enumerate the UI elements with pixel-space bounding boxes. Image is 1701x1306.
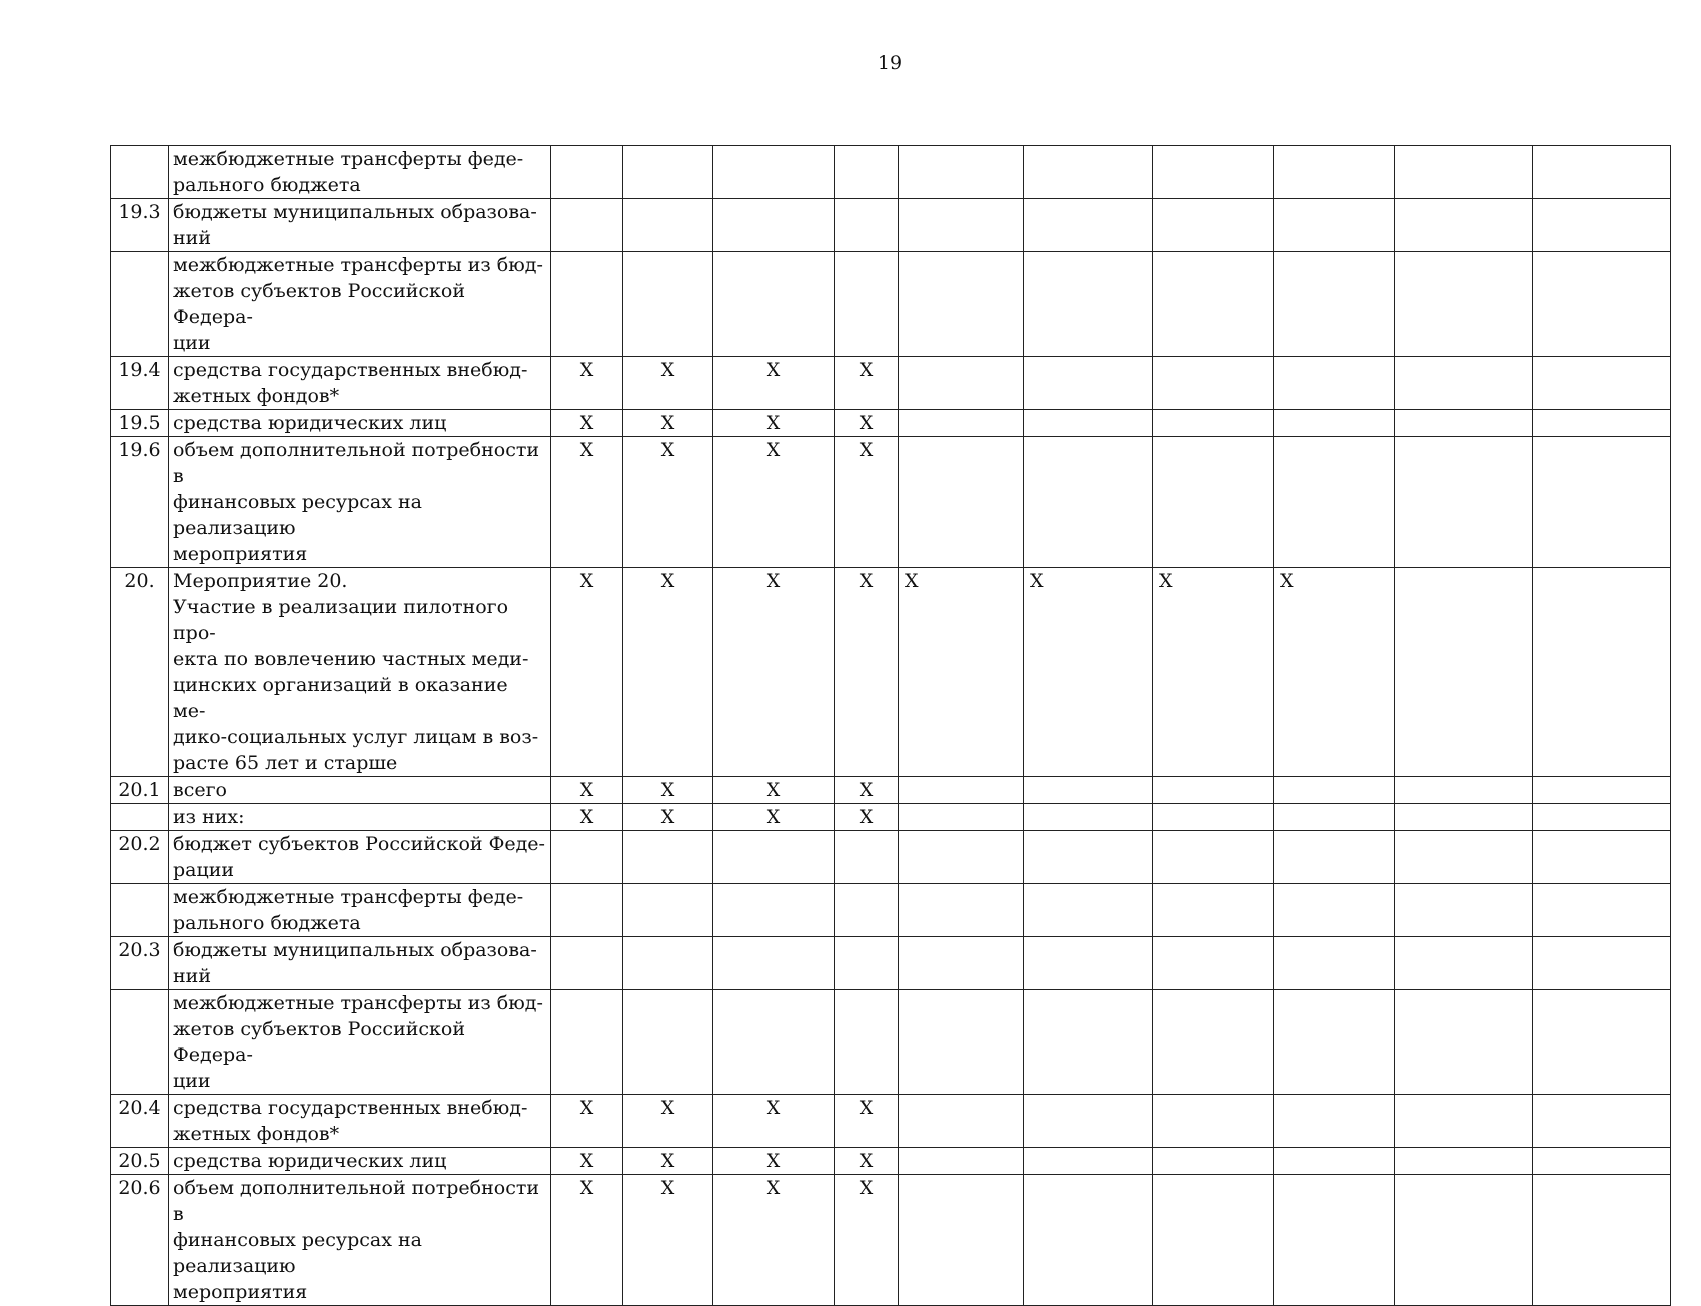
mark-cell: X xyxy=(713,1095,835,1148)
table-row xyxy=(111,831,1671,884)
mark-cell xyxy=(1274,437,1395,568)
table-row xyxy=(111,437,1671,568)
mark-cell xyxy=(1533,1175,1671,1306)
row-description: объем дополнительной потребности в финансовых ресурсах на реализацию мероприятия xyxy=(169,1175,551,1306)
mark-cell xyxy=(551,252,623,357)
mark-cell xyxy=(1024,831,1153,884)
mark-cell xyxy=(1533,437,1671,568)
mark-cell xyxy=(899,1175,1024,1306)
mark-cell xyxy=(899,357,1024,410)
mark-cell xyxy=(551,831,623,884)
mark-cell xyxy=(1024,990,1153,1095)
mark-cell xyxy=(1533,804,1671,831)
mark-cell xyxy=(1153,804,1274,831)
table-row xyxy=(111,884,1671,937)
mark-cell xyxy=(1024,437,1153,568)
row-number xyxy=(111,884,169,937)
mark-cell xyxy=(1533,252,1671,357)
row-description: из них: xyxy=(169,804,551,831)
table-row xyxy=(111,1095,1671,1148)
mark-cell xyxy=(1395,1095,1533,1148)
mark-cell xyxy=(1153,937,1274,990)
mark-cell xyxy=(835,252,899,357)
mark-cell xyxy=(1153,1148,1274,1175)
mark-cell xyxy=(1395,410,1533,437)
mark-cell: X xyxy=(551,1175,623,1306)
table-row xyxy=(111,777,1671,804)
row-number xyxy=(111,252,169,357)
mark-cell xyxy=(1533,831,1671,884)
mark-cell: X xyxy=(835,804,899,831)
table-row xyxy=(111,937,1671,990)
mark-cell: X xyxy=(551,804,623,831)
mark-cell xyxy=(1395,199,1533,252)
mark-cell xyxy=(1274,199,1395,252)
mark-cell xyxy=(551,937,623,990)
mark-cell xyxy=(1395,437,1533,568)
table-body xyxy=(111,146,1671,1306)
mark-cell xyxy=(713,990,835,1095)
table-row xyxy=(111,990,1671,1095)
mark-cell xyxy=(713,146,835,199)
mark-cell: X xyxy=(713,777,835,804)
mark-cell: X xyxy=(713,357,835,410)
mark-cell xyxy=(1533,357,1671,410)
mark-cell xyxy=(713,937,835,990)
mark-cell xyxy=(1395,568,1533,777)
mark-cell xyxy=(623,252,713,357)
table-row xyxy=(111,357,1671,410)
mark-cell: X xyxy=(623,1148,713,1175)
mark-cell xyxy=(1274,1095,1395,1148)
mark-cell: X xyxy=(835,1095,899,1148)
table-row xyxy=(111,568,1671,777)
mark-cell xyxy=(1274,1175,1395,1306)
mark-cell xyxy=(1274,831,1395,884)
mark-cell xyxy=(1024,804,1153,831)
mark-cell xyxy=(835,884,899,937)
mark-cell: X xyxy=(623,777,713,804)
mark-cell xyxy=(623,990,713,1095)
row-description: средства юридических лиц xyxy=(169,1148,551,1175)
mark-cell: X xyxy=(713,437,835,568)
mark-cell xyxy=(1153,990,1274,1095)
mark-cell: X xyxy=(623,568,713,777)
mark-cell: X xyxy=(623,1095,713,1148)
mark-cell xyxy=(1395,804,1533,831)
mark-cell xyxy=(899,777,1024,804)
mark-cell: X xyxy=(835,1175,899,1306)
mark-cell xyxy=(899,199,1024,252)
row-description: бюджет субъектов Российской Феде- рации xyxy=(169,831,551,884)
mark-cell xyxy=(1024,252,1153,357)
mark-cell xyxy=(1533,568,1671,777)
mark-cell xyxy=(1024,410,1153,437)
table-row xyxy=(111,146,1671,199)
mark-cell xyxy=(713,831,835,884)
mark-cell xyxy=(1533,777,1671,804)
mark-cell xyxy=(835,937,899,990)
row-description: объем дополнительной потребности в финансовых ресурсах на реализацию мероприятия xyxy=(169,437,551,568)
mark-cell: X xyxy=(551,357,623,410)
mark-cell xyxy=(1274,990,1395,1095)
mark-cell: X xyxy=(1274,568,1395,777)
mark-cell xyxy=(1533,1095,1671,1148)
mark-cell: X xyxy=(551,568,623,777)
mark-cell xyxy=(899,1095,1024,1148)
mark-cell: X xyxy=(623,357,713,410)
mark-cell: X xyxy=(623,437,713,568)
mark-cell: X xyxy=(713,1148,835,1175)
row-number: 20.2 xyxy=(111,831,169,884)
mark-cell xyxy=(1395,831,1533,884)
mark-cell: X xyxy=(623,1175,713,1306)
mark-cell xyxy=(1024,1095,1153,1148)
mark-cell xyxy=(1395,1148,1533,1175)
mark-cell: X xyxy=(551,410,623,437)
mark-cell xyxy=(1395,1175,1533,1306)
table-row xyxy=(111,1148,1671,1175)
mark-cell xyxy=(1274,1148,1395,1175)
table-row xyxy=(111,410,1671,437)
mark-cell xyxy=(1153,252,1274,357)
mark-cell: X xyxy=(623,410,713,437)
mark-cell xyxy=(899,831,1024,884)
mark-cell xyxy=(1395,990,1533,1095)
mark-cell: X xyxy=(835,777,899,804)
mark-cell xyxy=(1153,437,1274,568)
row-description: бюджеты муниципальных образова- ний xyxy=(169,199,551,252)
mark-cell xyxy=(1153,1095,1274,1148)
mark-cell: X xyxy=(1024,568,1153,777)
row-description: всего xyxy=(169,777,551,804)
mark-cell xyxy=(623,884,713,937)
row-description: межбюджетные трансферты из бюд- жетов субъектов Российской Федера- ции xyxy=(169,990,551,1095)
mark-cell xyxy=(899,252,1024,357)
mark-cell xyxy=(1533,1148,1671,1175)
row-description: средства юридических лиц xyxy=(169,410,551,437)
mark-cell xyxy=(899,146,1024,199)
mark-cell xyxy=(1024,937,1153,990)
mark-cell: X xyxy=(835,568,899,777)
mark-cell xyxy=(1024,777,1153,804)
mark-cell: X xyxy=(835,357,899,410)
mark-cell xyxy=(551,990,623,1095)
mark-cell xyxy=(835,990,899,1095)
row-number: 19.6 xyxy=(111,437,169,568)
mark-cell xyxy=(1024,1148,1153,1175)
mark-cell: X xyxy=(551,437,623,568)
mark-cell xyxy=(899,937,1024,990)
mark-cell xyxy=(1153,146,1274,199)
row-description: межбюджетные трансферты из бюд- жетов субъектов Российской Федера- ции xyxy=(169,252,551,357)
mark-cell: X xyxy=(835,437,899,568)
row-description: межбюджетные трансферты феде- рального бюджета xyxy=(169,884,551,937)
mark-cell xyxy=(551,146,623,199)
row-number: 19.3 xyxy=(111,199,169,252)
row-number xyxy=(111,146,169,199)
mark-cell xyxy=(1395,252,1533,357)
row-number: 20. xyxy=(111,568,169,777)
mark-cell xyxy=(1024,357,1153,410)
mark-cell xyxy=(835,831,899,884)
row-number: 20.1 xyxy=(111,777,169,804)
mark-cell xyxy=(899,990,1024,1095)
mark-cell xyxy=(1274,884,1395,937)
page-number: 19 xyxy=(877,52,903,74)
row-number: 20.6 xyxy=(111,1175,169,1306)
mark-cell: X xyxy=(551,777,623,804)
mark-cell: X xyxy=(713,804,835,831)
row-number xyxy=(111,990,169,1095)
mark-cell xyxy=(835,146,899,199)
mark-cell xyxy=(1153,777,1274,804)
mark-cell xyxy=(1395,777,1533,804)
row-number: 20.4 xyxy=(111,1095,169,1148)
row-description: межбюджетные трансферты феде- рального бюджета xyxy=(169,146,551,199)
mark-cell xyxy=(623,831,713,884)
mark-cell xyxy=(1153,831,1274,884)
mark-cell xyxy=(1274,357,1395,410)
mark-cell xyxy=(1533,146,1671,199)
mark-cell xyxy=(1533,937,1671,990)
mark-cell xyxy=(1024,199,1153,252)
mark-cell xyxy=(899,804,1024,831)
mark-cell xyxy=(551,199,623,252)
row-description: бюджеты муниципальных образова- ний xyxy=(169,937,551,990)
row-description: средства государственных внебюд- жетных фондов* xyxy=(169,357,551,410)
mark-cell xyxy=(1274,252,1395,357)
budget-table xyxy=(110,145,1671,1306)
mark-cell xyxy=(1533,990,1671,1095)
mark-cell xyxy=(899,884,1024,937)
row-number xyxy=(111,804,169,831)
mark-cell: X xyxy=(713,410,835,437)
mark-cell xyxy=(713,252,835,357)
mark-cell: X xyxy=(835,1148,899,1175)
mark-cell: X xyxy=(713,1175,835,1306)
row-description: средства государственных внебюд- жетных фондов* xyxy=(169,1095,551,1148)
mark-cell xyxy=(713,884,835,937)
row-number: 20.5 xyxy=(111,1148,169,1175)
row-number: 20.3 xyxy=(111,937,169,990)
mark-cell xyxy=(1533,199,1671,252)
mark-cell: X xyxy=(551,1148,623,1175)
mark-cell: X xyxy=(899,568,1024,777)
table-row xyxy=(111,199,1671,252)
mark-cell: X xyxy=(835,410,899,437)
mark-cell xyxy=(1395,357,1533,410)
mark-cell xyxy=(1395,884,1533,937)
mark-cell xyxy=(1274,937,1395,990)
mark-cell: X xyxy=(713,568,835,777)
row-number: 19.5 xyxy=(111,410,169,437)
mark-cell: X xyxy=(551,1095,623,1148)
mark-cell xyxy=(1153,410,1274,437)
mark-cell xyxy=(1024,146,1153,199)
mark-cell xyxy=(623,199,713,252)
mark-cell xyxy=(623,146,713,199)
table-row xyxy=(111,252,1671,357)
mark-cell xyxy=(1395,937,1533,990)
mark-cell xyxy=(1274,146,1395,199)
mark-cell xyxy=(1274,410,1395,437)
mark-cell: X xyxy=(623,804,713,831)
mark-cell xyxy=(1533,410,1671,437)
mark-cell xyxy=(1153,199,1274,252)
mark-cell: X xyxy=(1153,568,1274,777)
mark-cell xyxy=(899,437,1024,568)
mark-cell xyxy=(713,199,835,252)
table-row xyxy=(111,804,1671,831)
mark-cell xyxy=(1274,777,1395,804)
row-number: 19.4 xyxy=(111,357,169,410)
mark-cell xyxy=(551,884,623,937)
mark-cell xyxy=(1024,1175,1153,1306)
mark-cell xyxy=(1533,884,1671,937)
mark-cell xyxy=(1395,146,1533,199)
mark-cell xyxy=(835,199,899,252)
mark-cell xyxy=(1153,357,1274,410)
mark-cell xyxy=(1274,804,1395,831)
row-description: Мероприятие 20. Участие в реализации пилотного про- екта по вовлечению частных меди- цинских организаций в оказание ме- дико-социальных услуг лицам в воз- расте 65 лет и старше xyxy=(169,568,551,777)
mark-cell xyxy=(899,1148,1024,1175)
mark-cell xyxy=(1024,884,1153,937)
table-row xyxy=(111,1175,1671,1306)
mark-cell xyxy=(1153,884,1274,937)
mark-cell xyxy=(1153,1175,1274,1306)
mark-cell xyxy=(623,937,713,990)
mark-cell xyxy=(899,410,1024,437)
